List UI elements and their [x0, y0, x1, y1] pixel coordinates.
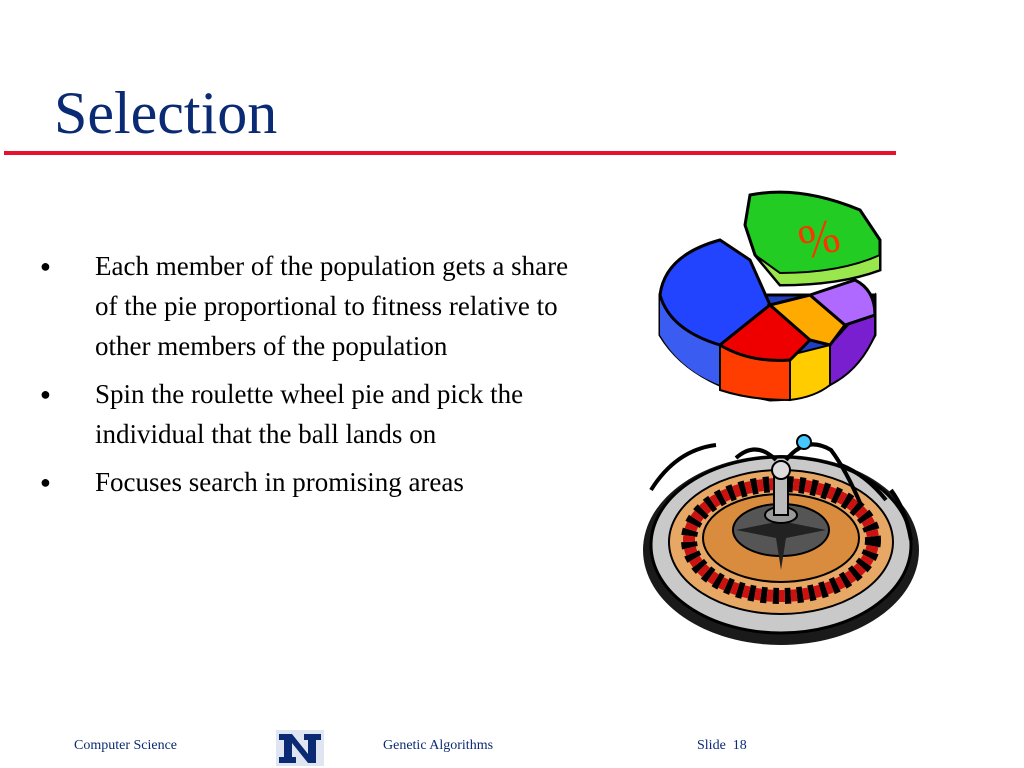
roulette-wheel-icon [636, 430, 926, 660]
slide-title: Selection [54, 80, 278, 146]
bullet-text: Each member of the population gets a share of the pie proportional to fitness relative to other members of the population [95, 251, 569, 361]
bullet-list [36, 246, 596, 510]
slide-number: 18 [732, 738, 747, 753]
bullet-dot-icon: ● [40, 472, 51, 492]
slide-label: Slide [697, 738, 726, 753]
bullet-item [36, 374, 596, 454]
title-divider [4, 151, 896, 155]
bullet-dot-icon: ● [40, 256, 51, 276]
bullet-text: Spin the roulette wheel pie and pick the individual that the ball lands on [95, 379, 524, 449]
footer-topic: Genetic Algorithms [383, 738, 494, 753]
pie-chart-icon [650, 185, 890, 415]
footer-slide-number [697, 737, 747, 755]
bullet-text: Focuses search in promising areas [95, 467, 464, 497]
pie-percent-label: % [793, 208, 846, 271]
bullet-item [36, 462, 596, 502]
bullet-dot-icon: ● [40, 384, 51, 404]
footer-course: Computer Science [74, 738, 178, 753]
bullet-item [36, 246, 596, 366]
university-n-logo [276, 730, 324, 766]
